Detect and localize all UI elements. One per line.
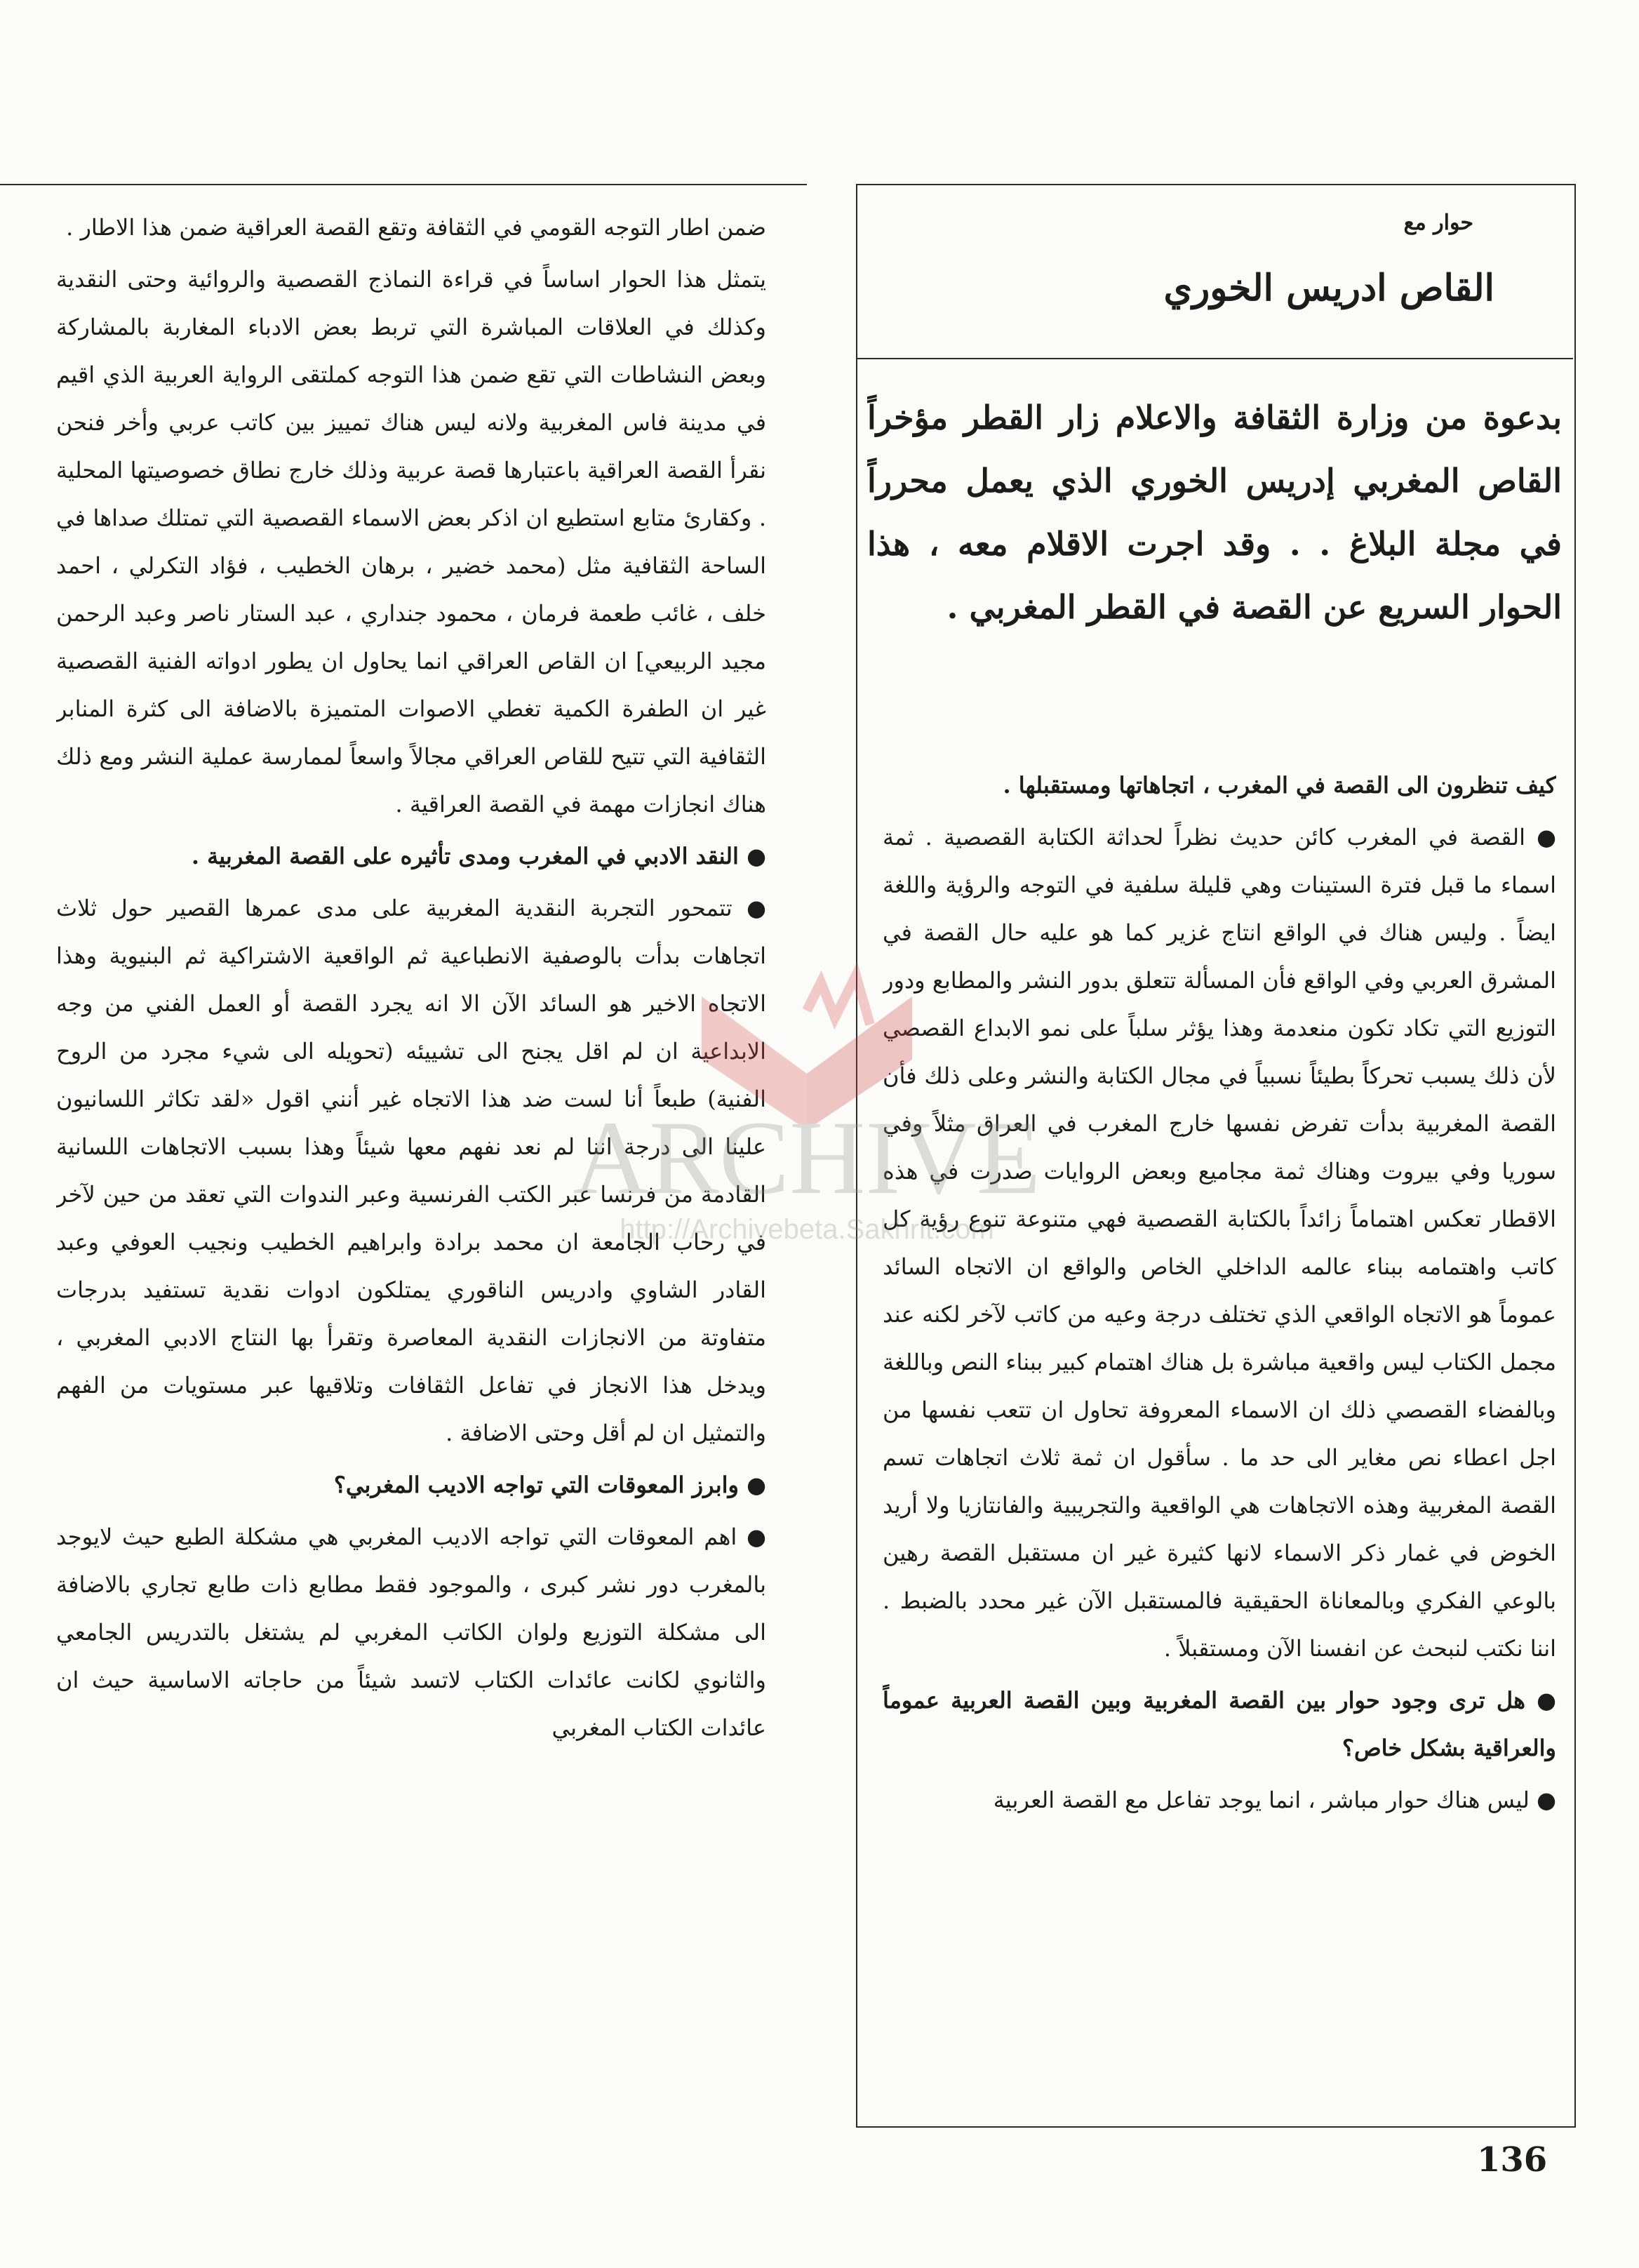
watermark-url: http://Archivebeta.Sakhrit.com [620,1214,994,1245]
article-headline: القاص ادريس الخوري [1163,267,1494,309]
interview-kicker: حوار مع [1403,211,1473,235]
left-column-body [56,204,766,2140]
paragraph-answer-obstacles: ● اهم المعوقات التي تواجه الاديب المغربي هي مشكلة الطبع حيث لايوجد بالمغرب دور نشر كبرى ، والموجود فقط مطابع ذات طابع تجاري بالاضافة الى مشكلة التوزيع ولوان الكاتب المغربي لم يشتغل بالتدريس الجامعي والثانوي لكانت عائدات الكتاب لاتسد شيئاً من حاجاته الاساسية حيث ان عائدات الكتاب المغربي [56,1523,766,1741]
paragraph-answer-dialogue-start: ● ليس هناك حوار مباشر ، انما يوجد تفاعل مع القصة العربية [993,1787,1556,1813]
paragraph-answer-outlook: ● القصة في المغرب كائن حديث نظراً لحداثة الكتابة القصصية . ثمة اسماء ما قبل فترة الستينات وهي قليلة سلفية في التوجه والرؤية واللغة ايضاً . وليس هناك في الواقع انتاج غزير كما هو عليه حال القصة في المشرق العربي وفي الواقع فأن المسألة تتعلق بدور النشر والمطابع ودور التوزيع التي تكاد تكون منعدمة وهذا يؤثر سلباً على نمو الابداع القصصي لأن ذلك يسبب تحركاً بطيئاً نسبياً في مجال الكتابة والنشر وعلى ذلك فأن القصة المغربية بدأت تفرض نفسها خارج المغرب في العراق مثلاً وفي سوريا وفي بيروت وهناك ثمة مجاميع وبعض الروايات صدرت في هذه الاقطار تعكس اهتماماً زائداً بالكتابة القصصية فهي متنوعة تنوع رؤية كل كاتب واهتمامه ببناء عالمه الداخلي الخاص والواقع ان الاتجاه السائد عموماً هو الاتجاه الواقعي الذي تختلف درجة وعيه من كاتب لآخر لكنه عند مجمل الكتاب ليس واقعية مباشرة بل هناك اهتمام كبير ببناء النص وباللغة وبالفضاء القصصي ذلك ان الاسماء المعروفة تحاول ان تتعب نفسها من اجل اعطاء نص مغاير الى حد ما . سأقول ان ثمة ثلاث اتجاهات تسم القصة المغربية وهذه الاتجاهات هي الواقعية والتجريبية والفانتازيا ولا أريد الخوض في غمار ذكر الاسماء لانها كثيرة غير ان مستقبل القصة رهين بالوعي الفكري وبالمعاناة الحقيقية فالمستقبل الآن غير محدد بالضبط . اننا نكتب لنبحث عن انفسنا الآن ومستقبلاً . [883,824,1556,1662]
left-column-top-rule [0,184,807,185]
paragraph-answer-criticism: ● تتمحور التجربة النقدية المغربية على مدى عمرها القصير حول ثلاث اتجاهات بدأت بالوصفية الانطباعية ثم الواقعية الاشتراكية ثم البنيوية وهذا الاتجاه الاخير هو السائد الآن الا انه يجرد القصة أو العمل الفني من وجه الابداعية ان لم اقل يجنح الى تشييئه (تحويله الى شيء مجرد من الروح الفنية) طبعاً أنا لست ضد هذا الاتجاه غير أنني اقول «لقد تكاثر اللسانيون علينا الى درجة اننا لم نعد نفهم معها شيئاً وهذا بسبب الاتجاهات اللسانية القادمة من فرنسا عبر الكتب الفرنسية وعبر الندوات التي تعقد من حين لآخر في رحاب الجامعة ان محمد برادة وابراهيم الخطيب ونجيب العوفي وعبد القادر الشاوي وادريس الناقوري يمتلكون ادوات نقدية تستفيد بدرجات متفاوتة من الانجازات النقدية المعاصرة وتقرأ بها النتاج الادبي المغربي ، ويدخل هذا الانجاز في تفاعل الثقافات وتلاقيها عبر مستويات من الفهم والتمثيل ان لم أقل وحتى الاضافة . [56,895,766,1446]
paragraph-answer-iraqi-story: يتمثل هذا الحوار اساساً في قراءة النماذج القصصية والروائية وحتى النقدية وكذلك في العلاقات المباشرة التي تربط بعض الادباء المغاربة بالمشاركة وبعض النشاطات التي تقع ضمن هذا التوجه كملتقى الرواية العربية الذي اقيم في مدينة فاس المغربية ولانه ليس هناك تمييز بين كاتب عربي وأخر فنحن نقرأ القصة العراقية باعتبارها قصة عربية وذلك خارج نطاق خصوصيتها المحلية . وكقارئ متابع استطيع ان اذكر بعض الاسماء القصصية التي تمتلك صداها في الساحة الثقافية مثل (محمد خضير ، برهان الخطيب ، فؤاد التكرلي ، احمد خلف ، غائب طعمة فرمان ، محمود جنداري ، عبد الستار ناصر وعبد الرحمن مجيد الربيعي] ان القاص العراقي انما يحاول ان يطور ادواته الفنية القصصية غير ان الطفرة الكمية تغطي الاصوات المتميزة بالاضافة الى كثرة المنابر الثقافية التي تتيح للقاص العراقي مجالاً واسعاً لممارسة عملية النشر ومع ذلك هناك انجازات مهمة في القصة العراقية . [56,266,766,818]
paragraph-answer-dialogue-cont: ضمن اطار التوجه القومي في الثقافة وتقع القصة العراقية ضمن هذا الاطار . [66,214,766,241]
paragraph-question-outlook: كيف تنظرون الى القصة في المغرب ، اتجاهاتها ومستقبلها . [1003,772,1556,799]
watermark-title: ARCHIVE [573,1100,1041,1216]
paragraph-question-obstacles: ● وابرز المعوقات التي تواجه الاديب المغربي؟ [333,1472,766,1498]
page-number: 136 [1477,2140,1548,2180]
article-intro: بدعوة من وزارة الثقافة والاعلام زار القطر مؤخراً القاص المغربي إدريس الخوري الذي يعمل محرراً في مجلة البلاغ . . وقد اجرت الاقلام معه ، هذا الحوار السريع عن القصة في القطر المغربي . [867,399,1562,626]
paragraph-question-criticism: ● النقد الادبي في المغرب ومدى تأثيره على القصة المغربية . [191,843,766,869]
paragraph-question-dialogue: ● هل ترى وجود حوار بين القصة المغربية وبين القصة العربية عموماً والعراقية بشكل خاص؟ [883,1687,1556,1761]
headline-divider [856,358,1573,359]
right-column-body [883,761,1556,2119]
